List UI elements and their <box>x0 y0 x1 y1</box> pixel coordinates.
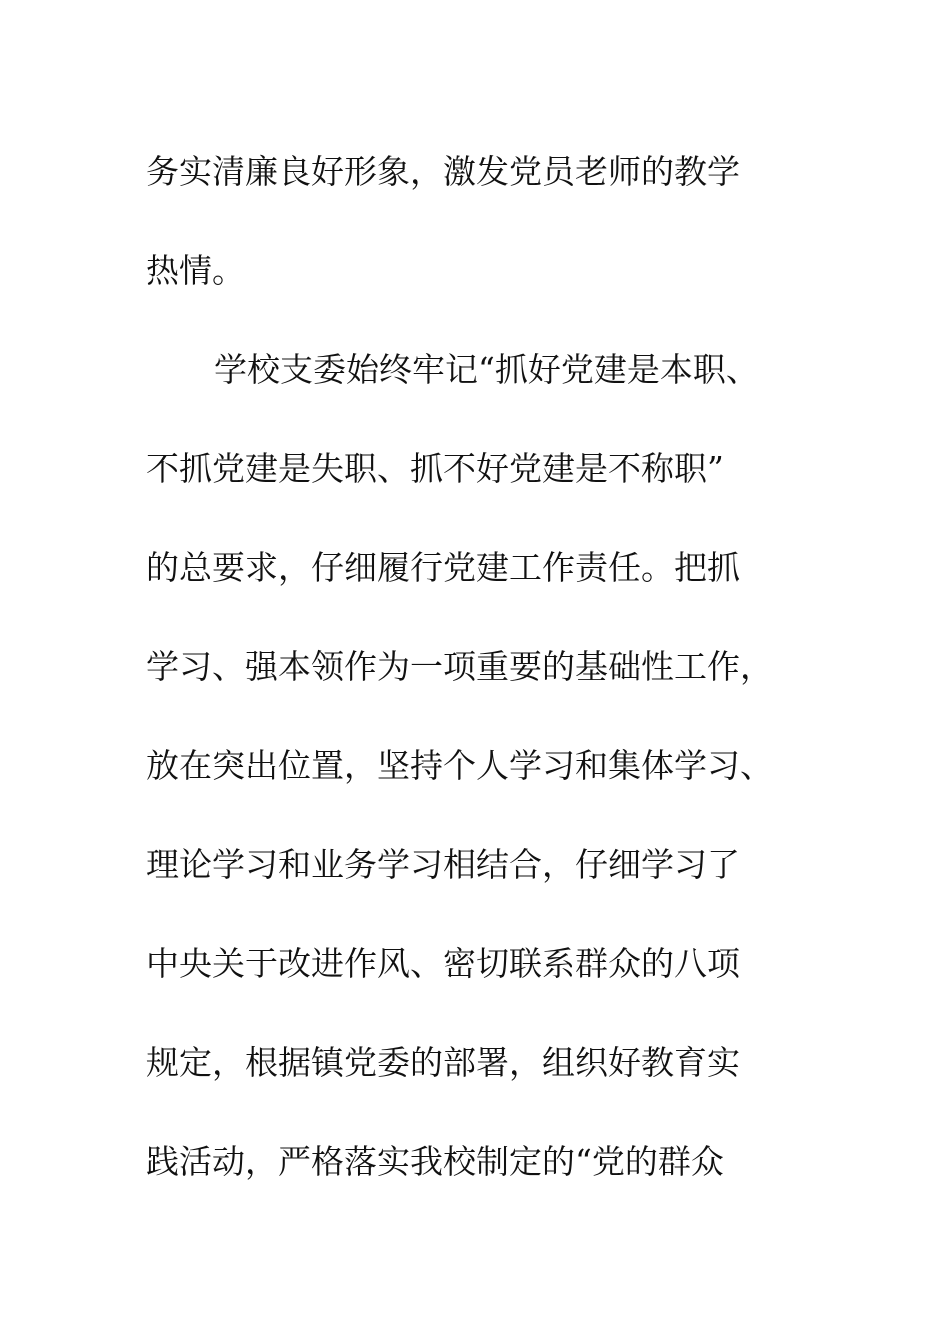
text-line: 规定，根据镇党委的部署，组织好教育实 <box>146 1043 740 1082</box>
paragraph-start-line: 学校支委始终牢记“抓好党建是本职、 <box>214 350 759 389</box>
text-line: 放在突出位置，坚持个人学习和集体学习、 <box>146 746 773 785</box>
text-line: 热情。 <box>146 251 245 290</box>
text-line: 理论学习和业务学习相结合，仔细学习了 <box>146 845 740 884</box>
text-line: 践活动，严格落实我校制定的“党的群众 <box>146 1142 724 1181</box>
body-text <box>146 122 826 1211</box>
text-line: 学习、强本领作为一项重要的基础性工作， <box>146 647 773 686</box>
text-line: 中央关于改进作风、密切联系群众的八项 <box>146 944 740 983</box>
text-line: 不抓党建是失职、抓不好党建是不称职” <box>146 449 724 488</box>
text-line: 务实清廉良好形象，激发党员老师的教学 <box>146 152 740 191</box>
text-line: 的总要求，仔细履行党建工作责任。把抓 <box>146 548 740 587</box>
